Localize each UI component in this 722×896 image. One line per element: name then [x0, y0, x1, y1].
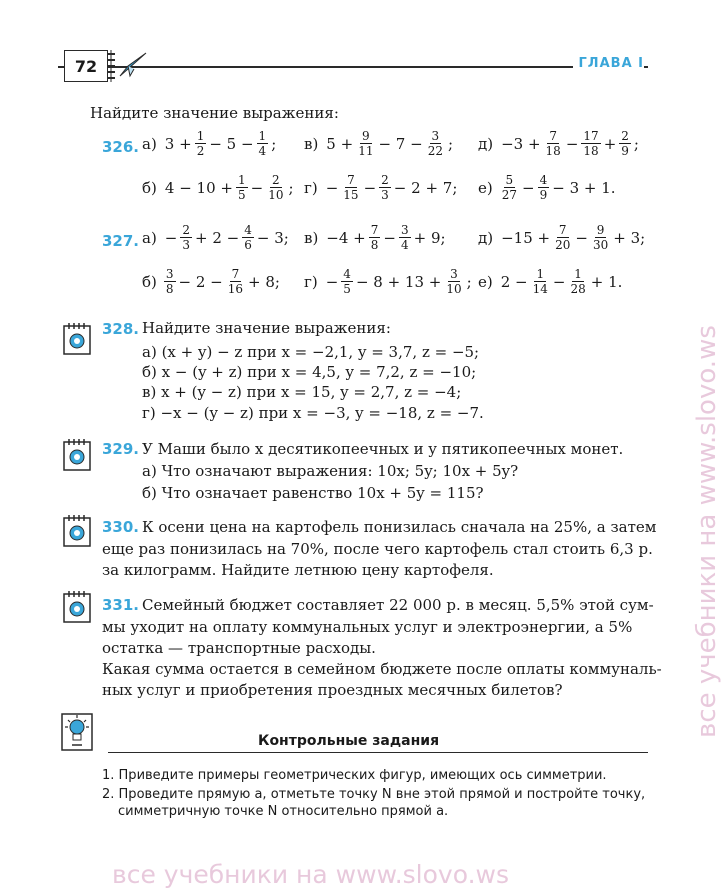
problem-331-line-1: Семейный бюджет составляет 22 000 р. в месяц. 5,5% этой сум- [142, 596, 654, 614]
denominator: 8 [370, 238, 379, 252]
control-item-2-cont: симметричную точке N относительно прямой a. [118, 804, 449, 819]
expr-327-b [140, 268, 282, 295]
denominator: 5 [237, 188, 246, 202]
problem-329-line-a: а) Что означают выражения: 10x; 5y; 10x + 5y? [142, 462, 519, 480]
expr-term: 4 − 10 + [164, 178, 233, 197]
expr-327-d [476, 224, 647, 251]
denominator: 16 [227, 282, 244, 296]
numerator: 2 [182, 223, 191, 237]
watermark-vertical: все учебники на www.slovo.ws [692, 325, 722, 738]
denominator: 3 [381, 188, 389, 202]
fraction [242, 224, 254, 251]
denominator: 18 [583, 144, 599, 158]
item-label: г) [304, 272, 318, 291]
expr-term: + 3; [613, 228, 646, 247]
expr-term: 2 − [500, 272, 528, 291]
page-header [58, 46, 648, 88]
expr-326-b [140, 174, 296, 201]
watermark-bottom: все учебники на www.slovo.ws [112, 860, 509, 889]
numerator: 3 [450, 267, 458, 281]
expr-term: − 3 + 1. [552, 178, 616, 197]
problem-number-329: 329. [102, 440, 140, 458]
notebook-icon [62, 514, 92, 548]
numerator: 1 [574, 267, 582, 281]
problem-number-330: 330. [102, 518, 140, 536]
expr-term: + 8; [248, 272, 280, 291]
expr-term: − 5 − [209, 134, 254, 153]
numerator: 3 [400, 223, 409, 237]
denominator: 9 [621, 144, 629, 158]
expr-term: − 8 + 13 + [355, 272, 442, 291]
denominator: 11 [358, 144, 374, 158]
numerator: 4 [244, 223, 252, 237]
problem-329-line-b: б) Что означает равенство 10x + 5y = 115? [142, 484, 484, 502]
numerator: 2 [272, 173, 280, 187]
denominator: 14 [532, 282, 548, 296]
fraction [257, 130, 269, 157]
expr-term: − [383, 228, 396, 247]
fraction [538, 174, 550, 201]
denominator: 8 [165, 282, 174, 296]
item-label: д) [478, 228, 494, 247]
denominator: 10 [268, 188, 284, 202]
fraction [399, 224, 411, 251]
expr-term: 3 + [164, 134, 192, 153]
item-label: б) [142, 178, 157, 197]
expr-term: ; [288, 178, 294, 197]
fraction [226, 268, 245, 295]
fraction [341, 268, 353, 295]
problem-330-line-1: К осени цена на картофель понизилась сначала на 25%, а затем [142, 518, 657, 536]
expr-term: − [325, 272, 339, 291]
control-rule [108, 752, 648, 753]
denominator: 27 [501, 188, 518, 202]
numerator: 7 [370, 223, 379, 237]
fraction [619, 130, 631, 157]
fraction [180, 224, 192, 251]
denominator: 6 [244, 238, 252, 252]
expr-term: + [603, 134, 617, 153]
fraction [426, 130, 445, 157]
fraction [581, 130, 600, 157]
expr-term: ; [447, 134, 454, 153]
expr-term: + 1. [590, 272, 623, 291]
expr-term: −15 + [501, 228, 551, 247]
denominator: 3 [182, 238, 191, 252]
expr-term: −4 + [326, 228, 366, 247]
fraction [341, 174, 360, 201]
problem-331-line-4: Какая сумма остается в семейном бюджете после оплаты коммуналь- [102, 660, 662, 678]
problem-328-line-a: а) (x + y) − z при x = −2,1, y = 3,7, z = −5; [142, 343, 480, 361]
denominator: 20 [555, 238, 571, 252]
problem-328-line-v: в) x + (y − z) при x = 15, y = 2,7, z = −4; [142, 383, 462, 401]
denominator: 4 [258, 144, 267, 158]
fraction [195, 130, 207, 157]
expr-326-v [302, 130, 455, 157]
expr-term: + 2 − [195, 228, 240, 247]
item-label: в) [304, 134, 319, 153]
spiral-binding-icon [105, 48, 117, 84]
expr-term: −3 + [501, 134, 541, 153]
problem-330-line-3: за килограмм. Найдите летнюю цену картофеля. [102, 561, 494, 579]
problem-number-326: 326. [102, 138, 140, 156]
denominator: 10 [446, 282, 462, 296]
numerator: 9 [362, 129, 370, 143]
fraction [553, 224, 572, 251]
intro-text: Найдите значение выражения: [90, 104, 339, 122]
denominator: 22 [427, 144, 443, 158]
expr-term: − 7 − [378, 134, 423, 153]
lightbulb-icon [60, 712, 94, 752]
numerator: 3 [431, 129, 440, 143]
fraction [356, 130, 375, 157]
numerator: 9 [596, 223, 605, 237]
numerator: 2 [621, 129, 629, 143]
numerator: 1 [258, 129, 267, 143]
denominator: 4 [400, 238, 409, 252]
notebook-icon [62, 590, 92, 624]
problem-331-line-5: ных услуг и приобретения проездных месячных билетов? [102, 681, 563, 699]
denominator: 5 [343, 282, 351, 296]
problem-331-line-3: остатка — транспортные расходы. [102, 639, 376, 657]
expr-327-a [140, 224, 291, 251]
expr-term: − [575, 228, 588, 247]
expr-326-e [476, 174, 618, 201]
item-label: б) [142, 272, 157, 291]
fraction [236, 174, 248, 201]
expr-term: − [363, 178, 377, 197]
numerator: 1 [237, 173, 246, 187]
expr-term: ; [633, 134, 639, 153]
numerator: 17 [583, 129, 599, 143]
numerator: 5 [505, 173, 514, 187]
expr-327-v [302, 224, 448, 251]
notebook-icon [62, 322, 92, 356]
expr-term: − 2 + 7; [393, 178, 458, 197]
numerator: 3 [165, 267, 174, 281]
control-title: Контрольные задания [258, 733, 440, 749]
fraction [544, 130, 563, 157]
fraction [531, 268, 550, 295]
item-label: д) [478, 134, 494, 153]
item-label: е) [478, 272, 493, 291]
denominator: 15 [343, 188, 359, 202]
expr-term: ; [271, 134, 277, 153]
fraction [568, 268, 587, 295]
chapter-title: ГЛАВА I [573, 56, 644, 71]
fraction [444, 268, 463, 295]
problem-331-line-2: мы уходит на оплату коммунальных услуг и электроэнергии, а 5% [102, 618, 633, 636]
denominator: 18 [545, 144, 561, 158]
paper-plane-icon [118, 50, 148, 80]
expr-term: − [565, 134, 579, 153]
control-item-1: 1. Приведите примеры геометрических фигур, имеющих ось симметрии. [102, 768, 607, 783]
expr-term: 5 + [326, 134, 354, 153]
denominator: 2 [196, 144, 205, 158]
control-item-2: 2. Проведите прямую a, отметьте точку N вне этой прямой и постройте точку, [102, 787, 646, 802]
page-number: 72 [64, 50, 108, 82]
fraction [379, 174, 391, 201]
item-label: а) [142, 228, 157, 247]
numerator: 7 [231, 267, 240, 281]
fraction [369, 224, 381, 251]
expr-326-a [140, 130, 278, 157]
expr-term: − [325, 178, 339, 197]
numerator: 7 [347, 173, 355, 187]
expr-term: − [552, 272, 566, 291]
numerator: 4 [539, 173, 548, 187]
problem-number-327: 327. [102, 232, 140, 250]
expr-term: + 9; [413, 228, 446, 247]
expr-326-g [302, 174, 459, 201]
problem-329-line-1: У Маши было x десятикопеечных и y пятикопеечных монет. [142, 440, 624, 458]
denominator: 30 [592, 238, 609, 252]
problem-328-title: Найдите значение выражения: [142, 319, 391, 337]
item-label: в) [304, 228, 319, 247]
problem-330-line-2: еще раз понизилась на 70%, после чего картофель стал стоить 6,3 р. [102, 540, 653, 558]
numerator: 7 [549, 129, 557, 143]
numerator: 1 [196, 129, 205, 143]
problem-number-331: 331. [102, 596, 140, 614]
expr-term: − [164, 228, 178, 247]
fraction [500, 174, 519, 201]
fraction [591, 224, 610, 251]
problem-328-line-b: б) x − (y + z) при x = 4,5, y = 7,2, z = −10; [142, 363, 477, 381]
item-label: е) [478, 178, 493, 197]
expr-term: − 2 − [178, 272, 223, 291]
numerator: 1 [536, 267, 545, 281]
expr-327-g [302, 268, 474, 295]
denominator: 9 [539, 188, 548, 202]
item-label: а) [142, 134, 157, 153]
fraction [164, 268, 176, 295]
problem-number-328: 328. [102, 320, 140, 338]
fraction [266, 174, 285, 201]
expr-term: − 3; [256, 228, 289, 247]
item-label: г) [304, 178, 318, 197]
numerator: 4 [343, 267, 351, 281]
numerator: 2 [381, 173, 389, 187]
expr-term: − [250, 178, 264, 197]
problem-328-line-g: г) −x − (y − z) при x = −3, y = −18, z = −7. [142, 404, 484, 422]
expr-term: − [522, 178, 535, 197]
notebook-icon [62, 438, 92, 472]
denominator: 28 [570, 282, 586, 296]
expr-327-e [476, 268, 624, 295]
expr-term: ; [466, 272, 472, 291]
numerator: 7 [558, 223, 567, 237]
expr-326-d [476, 130, 641, 157]
